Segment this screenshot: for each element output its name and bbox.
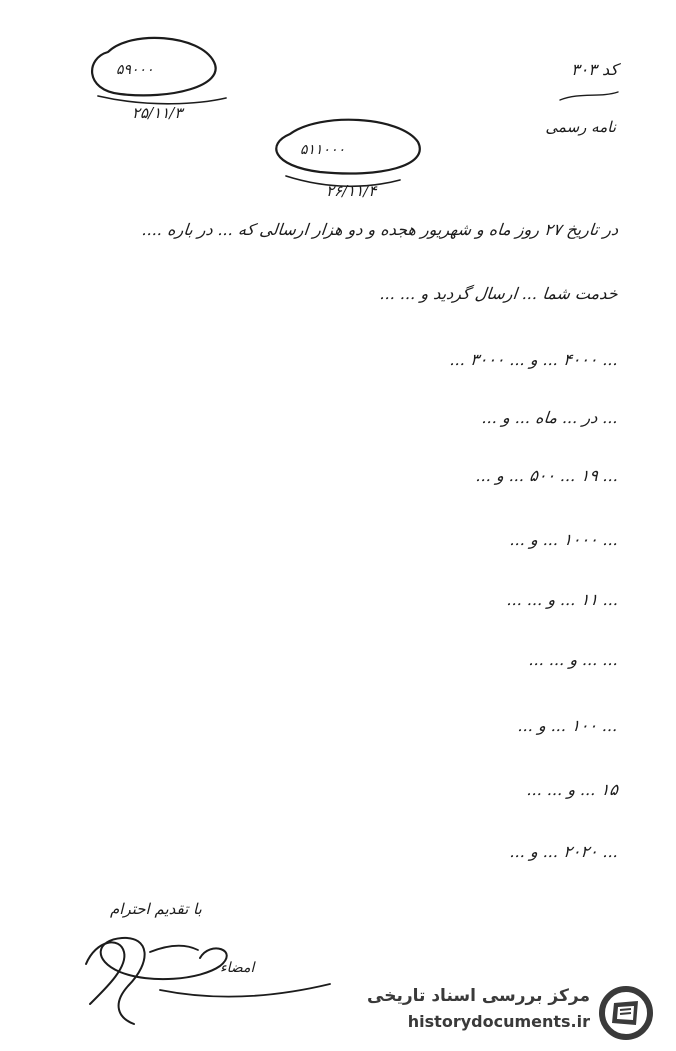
stamp-center <box>276 120 420 187</box>
watermark-title: مرکز بررسی اسناد تاریخی <box>367 986 590 1006</box>
body-line-11: ... ۲۰۲۰ ... و ... <box>508 842 619 861</box>
watermark <box>367 985 654 1037</box>
signature-label: امضاء <box>220 960 255 976</box>
subject-note: نامه رسمی <box>545 118 616 136</box>
stamp-center-date: ۲۶/۱۱/۴ <box>326 182 377 200</box>
stamp-top-left <box>92 38 226 104</box>
closing-line: با تقدیم احترام <box>110 900 202 918</box>
signature <box>86 938 330 1024</box>
body-line-2: خدمت شما ... ارسال گردید و ... ... <box>379 284 619 303</box>
archive-logo-icon <box>598 985 654 1041</box>
reference-number: کد ۳۰۳ <box>571 60 618 79</box>
body-line-9: ... ۱۰۰ ... و ... <box>517 716 619 735</box>
body-line-6: ... ۱۰۰۰ ... و ... <box>508 530 619 549</box>
body-line-5: ... ۱۹ ... ۵۰۰ ... و ... <box>474 466 619 485</box>
body-line-4: ... در ... ماه ... و ... <box>481 408 619 427</box>
watermark-url: historydocuments.ir <box>407 1012 590 1031</box>
stamp-top-left-number: ۵۹۰۰۰ <box>116 62 154 78</box>
body-line-7: ... ۱۱ ... و ... ... <box>505 590 619 609</box>
stamp-top-left-date: ۲۵/۱۱/۳ <box>132 104 183 122</box>
stamp-center-number: ۵۱۱۰۰۰ <box>300 142 346 158</box>
scribble-top-right <box>560 92 618 100</box>
body-line-1: در تاریخ ۲۷ روز ماه و شهریور هجده و دو هزار ارسالی که ... در باره .... <box>140 220 619 239</box>
body-line-10: ۱۵ ... و ... ... <box>525 780 619 799</box>
body-line-8: ... ... و ... ... <box>527 650 619 669</box>
body-line-3: ... ۴۰۰۰ ... و ... ۳۰۰۰ ... <box>448 350 619 369</box>
